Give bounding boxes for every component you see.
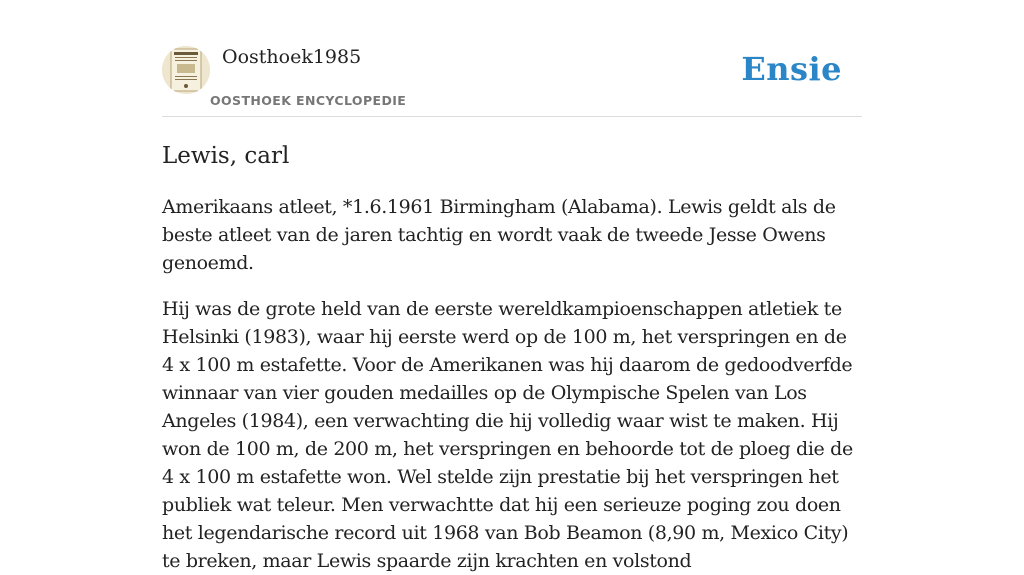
- article-header: [162, 0, 862, 117]
- page-title: Lewis, carl: [162, 143, 290, 169]
- avatar[interactable]: [162, 46, 210, 94]
- ensie-logo[interactable]: Ensie: [741, 50, 842, 88]
- article-paragraph-2: Hij was de grote held van de eerste wereldkampioenschappen atletiek te Helsinki (1983), waar hij eerste werd op de 100 m, het verspringen en de 4 x 100 m estafette. Voor de Amerikanen was hij daarom de gedoodverfde winnaar van vier gouden medailles op de Olympische Spelen van Los Angeles (1984), een verwachting die hij volledig waar wist te maken. Hij won de 100 m, de 200 m, het verspringen en behoorde tot de ploeg die de 4 x 100 m estafette won. Wel stelde zijn prestatie bij het verspringen het publiek wat teleur. Men verwachtte dat hij een serieuze poging zou doen het legendarische record uit 1968 van Bob Beamon (8,90 m, Mexico City) te breken, maar Lewis spaarde zijn krachten en volstond: [162, 298, 853, 572]
- user-name-link[interactable]: Oosthoek1985: [222, 46, 362, 68]
- article-paragraph-1: Amerikaans atleet, *1.6.1961 Birmingham (Alabama). Lewis geldt als de beste atleet van de jaren tachtig en wordt vaak de tweede Jesse Owens genoemd.: [162, 196, 836, 274]
- book-cover-icon: [162, 46, 210, 94]
- page-content: [162, 0, 862, 575]
- source-label: OOSTHOEK ENCYCLOPEDIE: [210, 93, 407, 108]
